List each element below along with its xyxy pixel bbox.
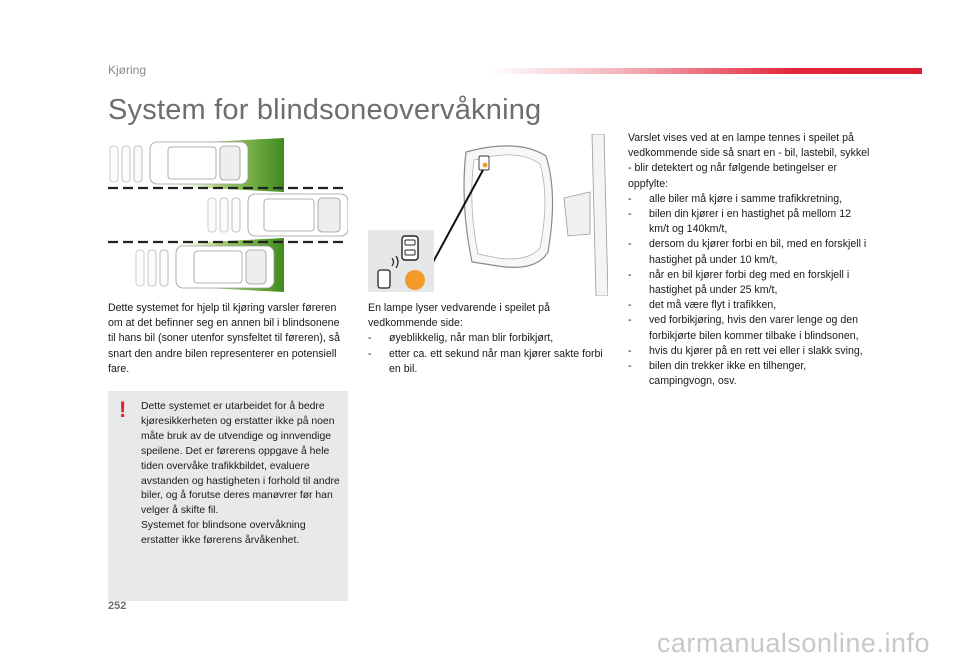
list-item: - bilen din kjører i en hastighet på mellom 12 km/t og 140km/t, (628, 207, 873, 237)
lamp-description (368, 301, 608, 377)
lamp-list (368, 331, 608, 377)
list-item: - ved forbikjøring, hvis den varer lenge og den forbikjørte bilen kommer tilbake i blindsonen, (628, 313, 873, 343)
header-accent-bar (490, 68, 922, 74)
list-item: - øyeblikkelig, når man blir forbikjørt, (368, 331, 608, 346)
list-item: - det må være flyt i trafikken, (628, 298, 873, 313)
door-pillar (592, 134, 608, 296)
blind-spot-illustration (108, 134, 348, 296)
warning-text (141, 400, 343, 549)
mirror-lamp-illustration (368, 134, 608, 296)
list-item: - alle biler må kjøre i samme trafikkretning, (628, 192, 873, 207)
warning-text-main: Dette systemet er utarbeidet for å bedre kjøresikkerheten og erstatter ikke på noen måte bruk av de utvendige og innvendige speilene. Det er førerens oppgave å hele tiden overvåke trafikkbildet, evaluere avstanden og hastigheten i forhold til andre biler, og å forutse deres manøvrer før han velger å skifte fil. (141, 401, 340, 517)
car-bottom (136, 246, 274, 288)
orange-lamp-indicator (405, 270, 425, 290)
page-number: 252 (108, 600, 127, 612)
watermark: carmanualsonline.info (656, 628, 930, 658)
warning-box (108, 391, 348, 601)
car-top (110, 142, 248, 184)
intro-paragraph: Dette systemet for hjelp til kjøring varsler føreren om at det befinner seg en annen bil i blindsonene til hans bil (soner utenfor synsfeltet til føreren), så snart den andre bilen representerer en potensiell fare. (108, 302, 340, 375)
list-item: - bilen din trekker ikke en tilhenger, campingvogn, osv. (628, 359, 873, 389)
car-own (208, 194, 348, 236)
exclamation-icon: ! (119, 397, 127, 422)
list-item: - etter ca. ett sekund når man kjører sakte forbi en bil. (368, 347, 608, 377)
conditions-list (628, 192, 873, 390)
list-item: - hvis du kjører på en rett vei eller i slakk sving, (628, 344, 873, 359)
alert-intro: Varslet vises ved at en lampe tennes i speilet på vedkommende side så snart en - bil, lastebil, sykkel - blir detektert og når følgende betingelser er oppfylte: (628, 132, 870, 190)
lamp-intro: En lampe lyser vedvarende i speilet på vedkommende side: (368, 302, 550, 330)
section-label: Kjøring (108, 63, 147, 77)
page-title: System for blindsoneovervåkning (108, 94, 542, 126)
warning-text-secondary: Systemet for blindsone overvåkning erstatter ikke førerens årvåkenhet. (141, 520, 306, 547)
list-item: - når en bil kjører forbi deg med en forskjell i hastighet på under 25 km/t, (628, 268, 873, 298)
alert-conditions (628, 131, 873, 389)
list-item: - dersom du kjører forbi en bil, med en forskjell i hastighet på under 10 km/t, (628, 237, 873, 267)
